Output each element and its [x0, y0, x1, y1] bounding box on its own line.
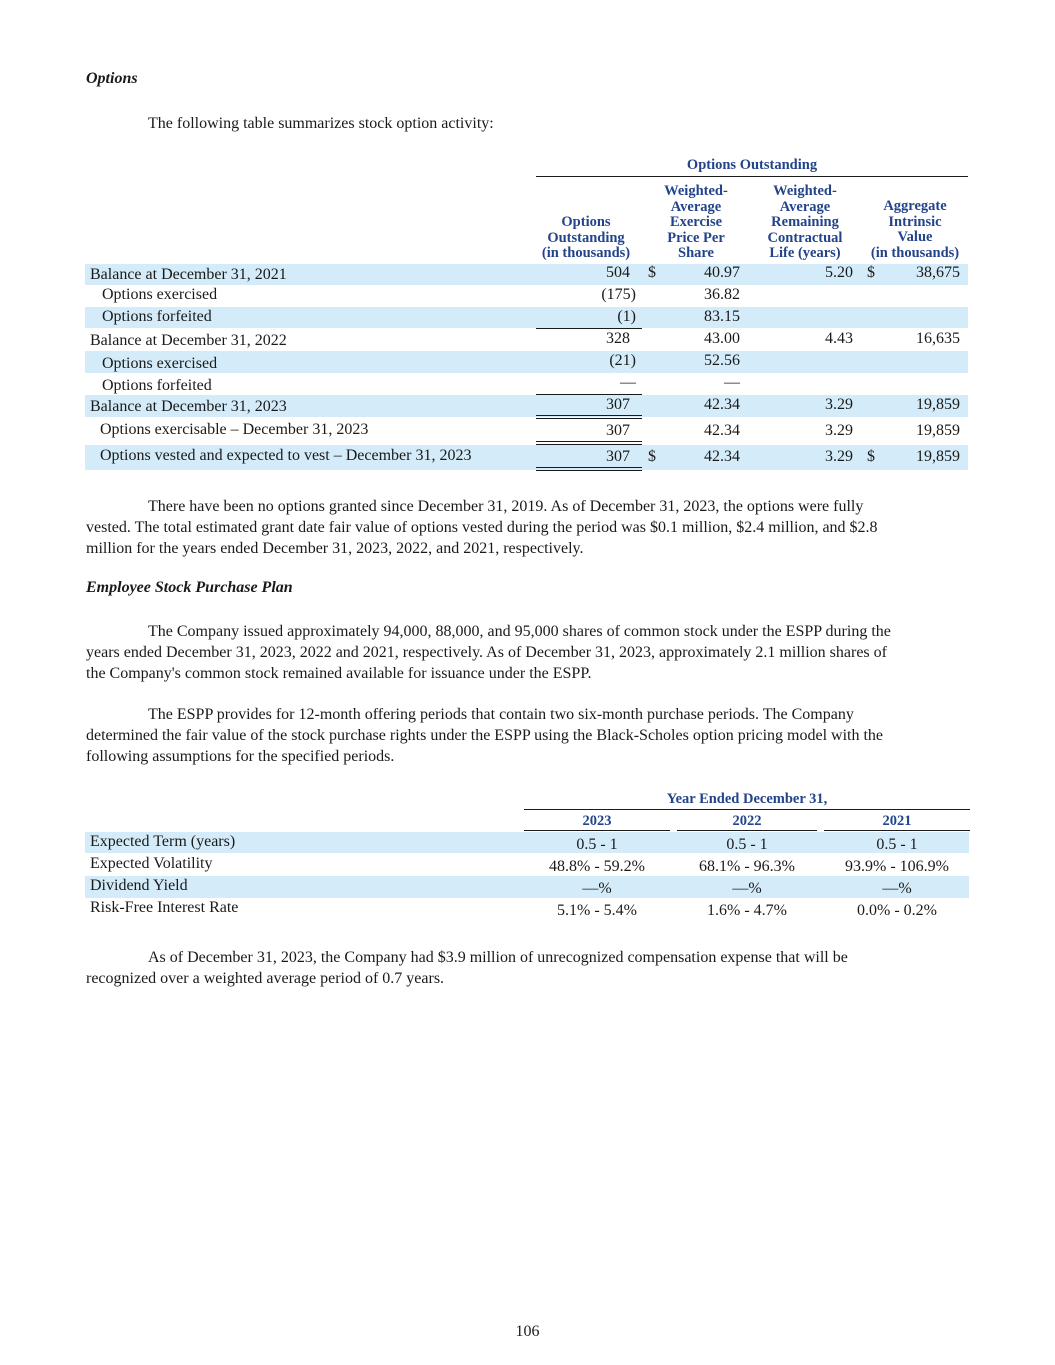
cell-2023: 5.1% - 5.4%	[557, 902, 637, 919]
currency-symbol: $	[648, 264, 656, 281]
price-value: 42.34	[704, 422, 740, 439]
options-value: (1)	[617, 308, 636, 325]
row-shade	[85, 307, 968, 328]
cell-2021: 0.5 - 1	[876, 836, 918, 853]
double-rule	[536, 467, 642, 468]
life-value: 5.20	[825, 264, 853, 281]
cell-2022: 0.5 - 1	[726, 836, 768, 853]
espp-paragraph-2: The ESPP provides for 12-month offering periods that contain two six-month purchase periods. The Company determined the fair value of the stock purchase rights under the ESPP using the Black-Scholes option pricing model with the following assumptions for the specified periods.	[86, 706, 884, 765]
cell-2023: 48.8% - 59.2%	[549, 858, 645, 875]
col-header-2023: 2023	[582, 813, 612, 829]
closing-paragraph: As of December 31, 2023, the Company had $3.9 million of unrecognized compensation expense that will be recognized over a weighted average period of 0.7 years.	[86, 949, 848, 987]
price-value: —	[724, 374, 740, 391]
row-label: Options forfeited	[102, 377, 212, 394]
life-value: 3.29	[825, 396, 853, 413]
currency-symbol: $	[648, 448, 656, 465]
cell-2022: 1.6% - 4.7%	[707, 902, 787, 919]
intrinsic-value: 19,859	[916, 448, 960, 465]
col-header-2022: 2022	[732, 813, 762, 829]
row-label: Expected Term (years)	[90, 833, 236, 850]
options-value: 307	[606, 422, 630, 439]
intrinsic-value: 19,859	[916, 396, 960, 413]
price-value: 52.56	[704, 352, 740, 369]
intrinsic-value: 19,859	[916, 422, 960, 439]
row-label: Balance at December 31, 2022	[90, 332, 287, 349]
subtotal-rule	[536, 328, 642, 329]
col-header-rule	[824, 830, 970, 831]
espp-heading: Employee Stock Purchase Plan	[86, 579, 293, 596]
price-value: 42.34	[704, 396, 740, 413]
cell-2021: —%	[882, 880, 912, 897]
row-label: Risk-Free Interest Rate	[90, 899, 239, 916]
life-value: 4.43	[825, 330, 853, 347]
col-header-2021: 2021	[882, 813, 912, 829]
group-header-rule	[524, 809, 970, 810]
life-value: 3.29	[825, 448, 853, 465]
double-rule	[536, 418, 642, 419]
price-value: 43.00	[704, 330, 740, 347]
price-value: 83.15	[704, 308, 740, 325]
row-label: Balance at December 31, 2021	[90, 266, 287, 283]
cell-2021: 93.9% - 106.9%	[845, 858, 949, 875]
price-value: 42.34	[704, 448, 740, 465]
row-label: Expected Volatility	[90, 855, 213, 872]
cell-2021: 0.0% - 0.2%	[857, 902, 937, 919]
group-header-rule	[536, 176, 968, 177]
row-label: Options exercised	[102, 286, 218, 303]
col-header-rule	[677, 830, 817, 831]
subtotal-rule	[536, 394, 642, 395]
intrinsic-value: 16,635	[916, 330, 960, 347]
double-rule	[536, 444, 642, 445]
row-label: Options forfeited	[102, 308, 212, 325]
options-paragraph: There have been no options granted since December 31, 2019. As of December 31, 2023, the options were fully vested. The total estimated grant date fair value of options vested during the period was $0.1 million, $2.4 million, and $2.8 million for the years ended December 31, 2023, 2022, and 2021, respectively.	[86, 498, 878, 557]
options-value: 504	[606, 264, 630, 281]
options-outstanding-group-header: Options Outstanding	[686, 157, 818, 173]
page-number: 106	[515, 1323, 540, 1340]
espp-paragraph-1: The Company issued approximately 94,000, 88,000, and 95,000 shares of common stock under the ESPP during the years ended December 31, 2023, 2022 and 2021, respectively. As of December 31, 2023, approximately 2.1 million shares of the Company's common stock remained available for issuance under the ESPP.	[86, 623, 891, 682]
options-value: 307	[606, 448, 630, 465]
cell-2022: —%	[732, 880, 762, 897]
intrinsic-value: 38,675	[916, 264, 960, 281]
col-header-remaining-life: Weighted- Average Remaining Contractual Life (years)	[767, 183, 843, 261]
options-value: (175)	[601, 286, 636, 303]
options-intro: The following table summarizes stock option activity:	[148, 115, 494, 132]
row-label: Balance at December 31, 2023	[90, 398, 287, 415]
row-label: Options exercised	[102, 355, 218, 372]
options-value: —	[620, 374, 636, 391]
life-value: 3.29	[825, 422, 853, 439]
currency-symbol: $	[867, 448, 875, 465]
col-header-rule	[524, 830, 670, 831]
cell-2023: 0.5 - 1	[576, 836, 618, 853]
row-label: Dividend Yield	[90, 877, 188, 894]
price-value: 40.97	[704, 264, 740, 281]
row-shade	[85, 351, 968, 373]
currency-symbol: $	[867, 264, 875, 281]
col-header-intrinsic-value: Aggregate Intrinsic Value (in thousands)	[870, 198, 960, 261]
options-heading: Options	[86, 70, 138, 87]
options-value: (21)	[609, 352, 636, 369]
cell-2022: 68.1% - 96.3%	[699, 858, 795, 875]
double-rule	[536, 470, 642, 471]
double-rule	[536, 415, 642, 416]
year-ended-group-header: Year Ended December 31,	[666, 791, 828, 807]
col-header-exercise-price: Weighted- Average Exercise Price Per Share	[664, 183, 728, 261]
cell-2023: —%	[582, 880, 612, 897]
row-label: Options vested and expected to vest – December 31, 2023	[100, 447, 472, 464]
options-value: 328	[606, 330, 630, 347]
options-value: 307	[606, 396, 630, 413]
col-header-options-outstanding: Options Outstanding (in thousands)	[541, 214, 631, 261]
price-value: 36.82	[704, 286, 740, 303]
double-rule	[536, 441, 642, 442]
row-label: Options exercisable – December 31, 2023	[100, 421, 369, 438]
